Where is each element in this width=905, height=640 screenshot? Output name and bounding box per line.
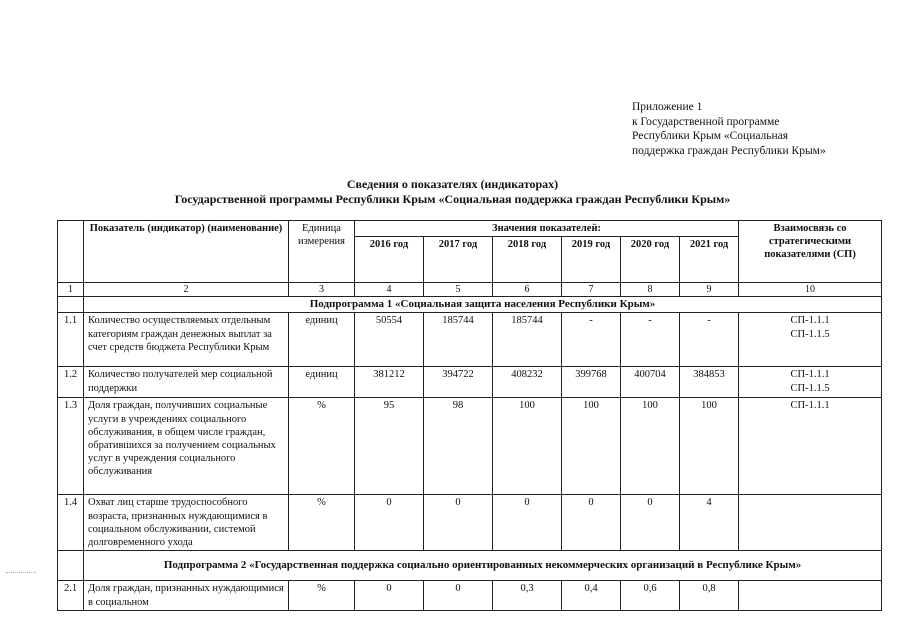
row-number: 1.4 (58, 495, 84, 551)
sp-cell (739, 398, 882, 495)
unit-cell: единиц (289, 367, 355, 398)
document-title (0, 177, 905, 206)
value-cell: 98 (424, 398, 493, 495)
indicators-table (57, 220, 882, 611)
header-year: 2020 год (621, 237, 680, 283)
value-cell: 0,8 (680, 581, 739, 611)
column-numbers-row (58, 283, 882, 297)
value-cell: 408232 (493, 367, 562, 398)
value-cell: 0 (355, 581, 424, 611)
sp-cell (739, 313, 882, 367)
value-cell: 185744 (424, 313, 493, 367)
sp-code: СП-1.1.1 (790, 369, 830, 381)
value-cell: - (680, 313, 739, 367)
appendix-line: Республики Крым «Социальная (632, 130, 789, 142)
header-indicator: Показатель (индикатор) (наименование) (84, 221, 289, 283)
col-number: 6 (493, 283, 562, 297)
col-number: 1 (58, 283, 84, 297)
header-year: 2017 год (424, 237, 493, 283)
header-unit: Единица измерения (289, 221, 355, 283)
col-number: 3 (289, 283, 355, 297)
value-cell: 0,6 (621, 581, 680, 611)
value-cell: 0 (562, 495, 621, 551)
value-cell: 185744 (493, 313, 562, 367)
value-cell: 4 (680, 495, 739, 551)
value-cell: 384853 (680, 367, 739, 398)
appendix-line: поддержка граждан Республики Крым» (632, 144, 826, 157)
indicator-name: Количество осуществляемых отдельным категориям граждан денежных выплат за счет средств бюджета Республики Крым (84, 313, 289, 367)
value-cell: 400704 (621, 367, 680, 398)
table-row (58, 367, 882, 398)
sp-cell (739, 581, 882, 611)
sp-cell (739, 495, 882, 551)
value-cell: 100 (493, 398, 562, 495)
subprogram-row (58, 297, 882, 313)
value-cell: 100 (680, 398, 739, 495)
header-link: Взаимосвязь со стратегическими показателями (СП) (739, 221, 882, 283)
unit-cell: % (289, 581, 355, 611)
margin-mark (6, 572, 36, 574)
col-number: 5 (424, 283, 493, 297)
header-year: 2021 год (680, 237, 739, 283)
unit-cell: единиц (289, 313, 355, 367)
title-line-1: Сведения о показателях (индикаторах) (346, 177, 559, 191)
row-number: 2.1 (58, 581, 84, 611)
title-line-2: Государственной программы Республики Крым «Социальная поддержка граждан Республики Крым» (174, 191, 731, 206)
indicator-name: Охват лиц старше трудоспособного возраста, признанных нуждающимися в социальном обслуживании, системой долговременного ухода (84, 495, 289, 551)
subprogram-num-cell (58, 551, 84, 581)
value-cell: 100 (562, 398, 621, 495)
subprogram-row (58, 551, 882, 581)
subprogram-2-title: Подпрограмма 2 «Государственная поддержка социально ориентированных некоммерческих организаций в Республике Крым» (84, 551, 882, 581)
col-number: 8 (621, 283, 680, 297)
table-row (58, 313, 882, 367)
sp-cell (739, 367, 882, 398)
sp-code: СП-1.1.1 (790, 400, 830, 412)
table-row (58, 398, 882, 495)
value-cell: 100 (621, 398, 680, 495)
col-number: 7 (562, 283, 621, 297)
value-cell: 0 (621, 495, 680, 551)
col-number: 4 (355, 283, 424, 297)
appendix-note (632, 100, 892, 158)
value-cell: 0 (355, 495, 424, 551)
sp-code: СП-1.1.5 (790, 329, 830, 341)
sp-code: СП-1.1.1 (790, 315, 830, 327)
value-cell: 0 (424, 495, 493, 551)
value-cell: - (562, 313, 621, 367)
col-number: 2 (84, 283, 289, 297)
appendix-line: к Государственной программе (632, 115, 780, 128)
value-cell: 0,4 (562, 581, 621, 611)
value-cell: - (621, 313, 680, 367)
header-num (58, 221, 84, 283)
value-cell: 0 (493, 495, 562, 551)
indicator-name: Доля граждан, получивших социальные услуги в учреждениях социального обслуживания, в общем числе граждан, обратившихся за получением социальных услуг в учреждения социального обслуживания (84, 398, 289, 495)
indicator-name: Количество получателей мер социальной поддержки (84, 367, 289, 398)
row-number: 1.3 (58, 398, 84, 495)
value-cell: 381212 (355, 367, 424, 398)
col-number: 10 (739, 283, 882, 297)
value-cell: 50554 (355, 313, 424, 367)
row-number: 1.1 (58, 313, 84, 367)
value-cell: 0,3 (493, 581, 562, 611)
value-cell: 399768 (562, 367, 621, 398)
table-row (58, 581, 882, 611)
value-cell: 0 (424, 581, 493, 611)
header-year: 2019 год (562, 237, 621, 283)
col-number: 9 (680, 283, 739, 297)
header-year: 2016 год (355, 237, 424, 283)
subprogram-num-cell (58, 297, 84, 313)
header-row-1 (58, 221, 882, 237)
subprogram-1-title: Подпрограмма 1 «Социальная защита населения Республики Крым» (84, 297, 882, 313)
appendix-line: Приложение 1 (632, 101, 703, 113)
header-year: 2018 год (493, 237, 562, 283)
header-values-group: Значения показателей: (355, 221, 739, 237)
unit-cell: % (289, 398, 355, 495)
indicator-name: Доля граждан, признанных нуждающимися в социальном (84, 581, 289, 611)
value-cell: 394722 (424, 367, 493, 398)
value-cell: 95 (355, 398, 424, 495)
unit-cell: % (289, 495, 355, 551)
table-row (58, 495, 882, 551)
row-number: 1.2 (58, 367, 84, 398)
sp-code: СП-1.1.5 (790, 383, 830, 395)
